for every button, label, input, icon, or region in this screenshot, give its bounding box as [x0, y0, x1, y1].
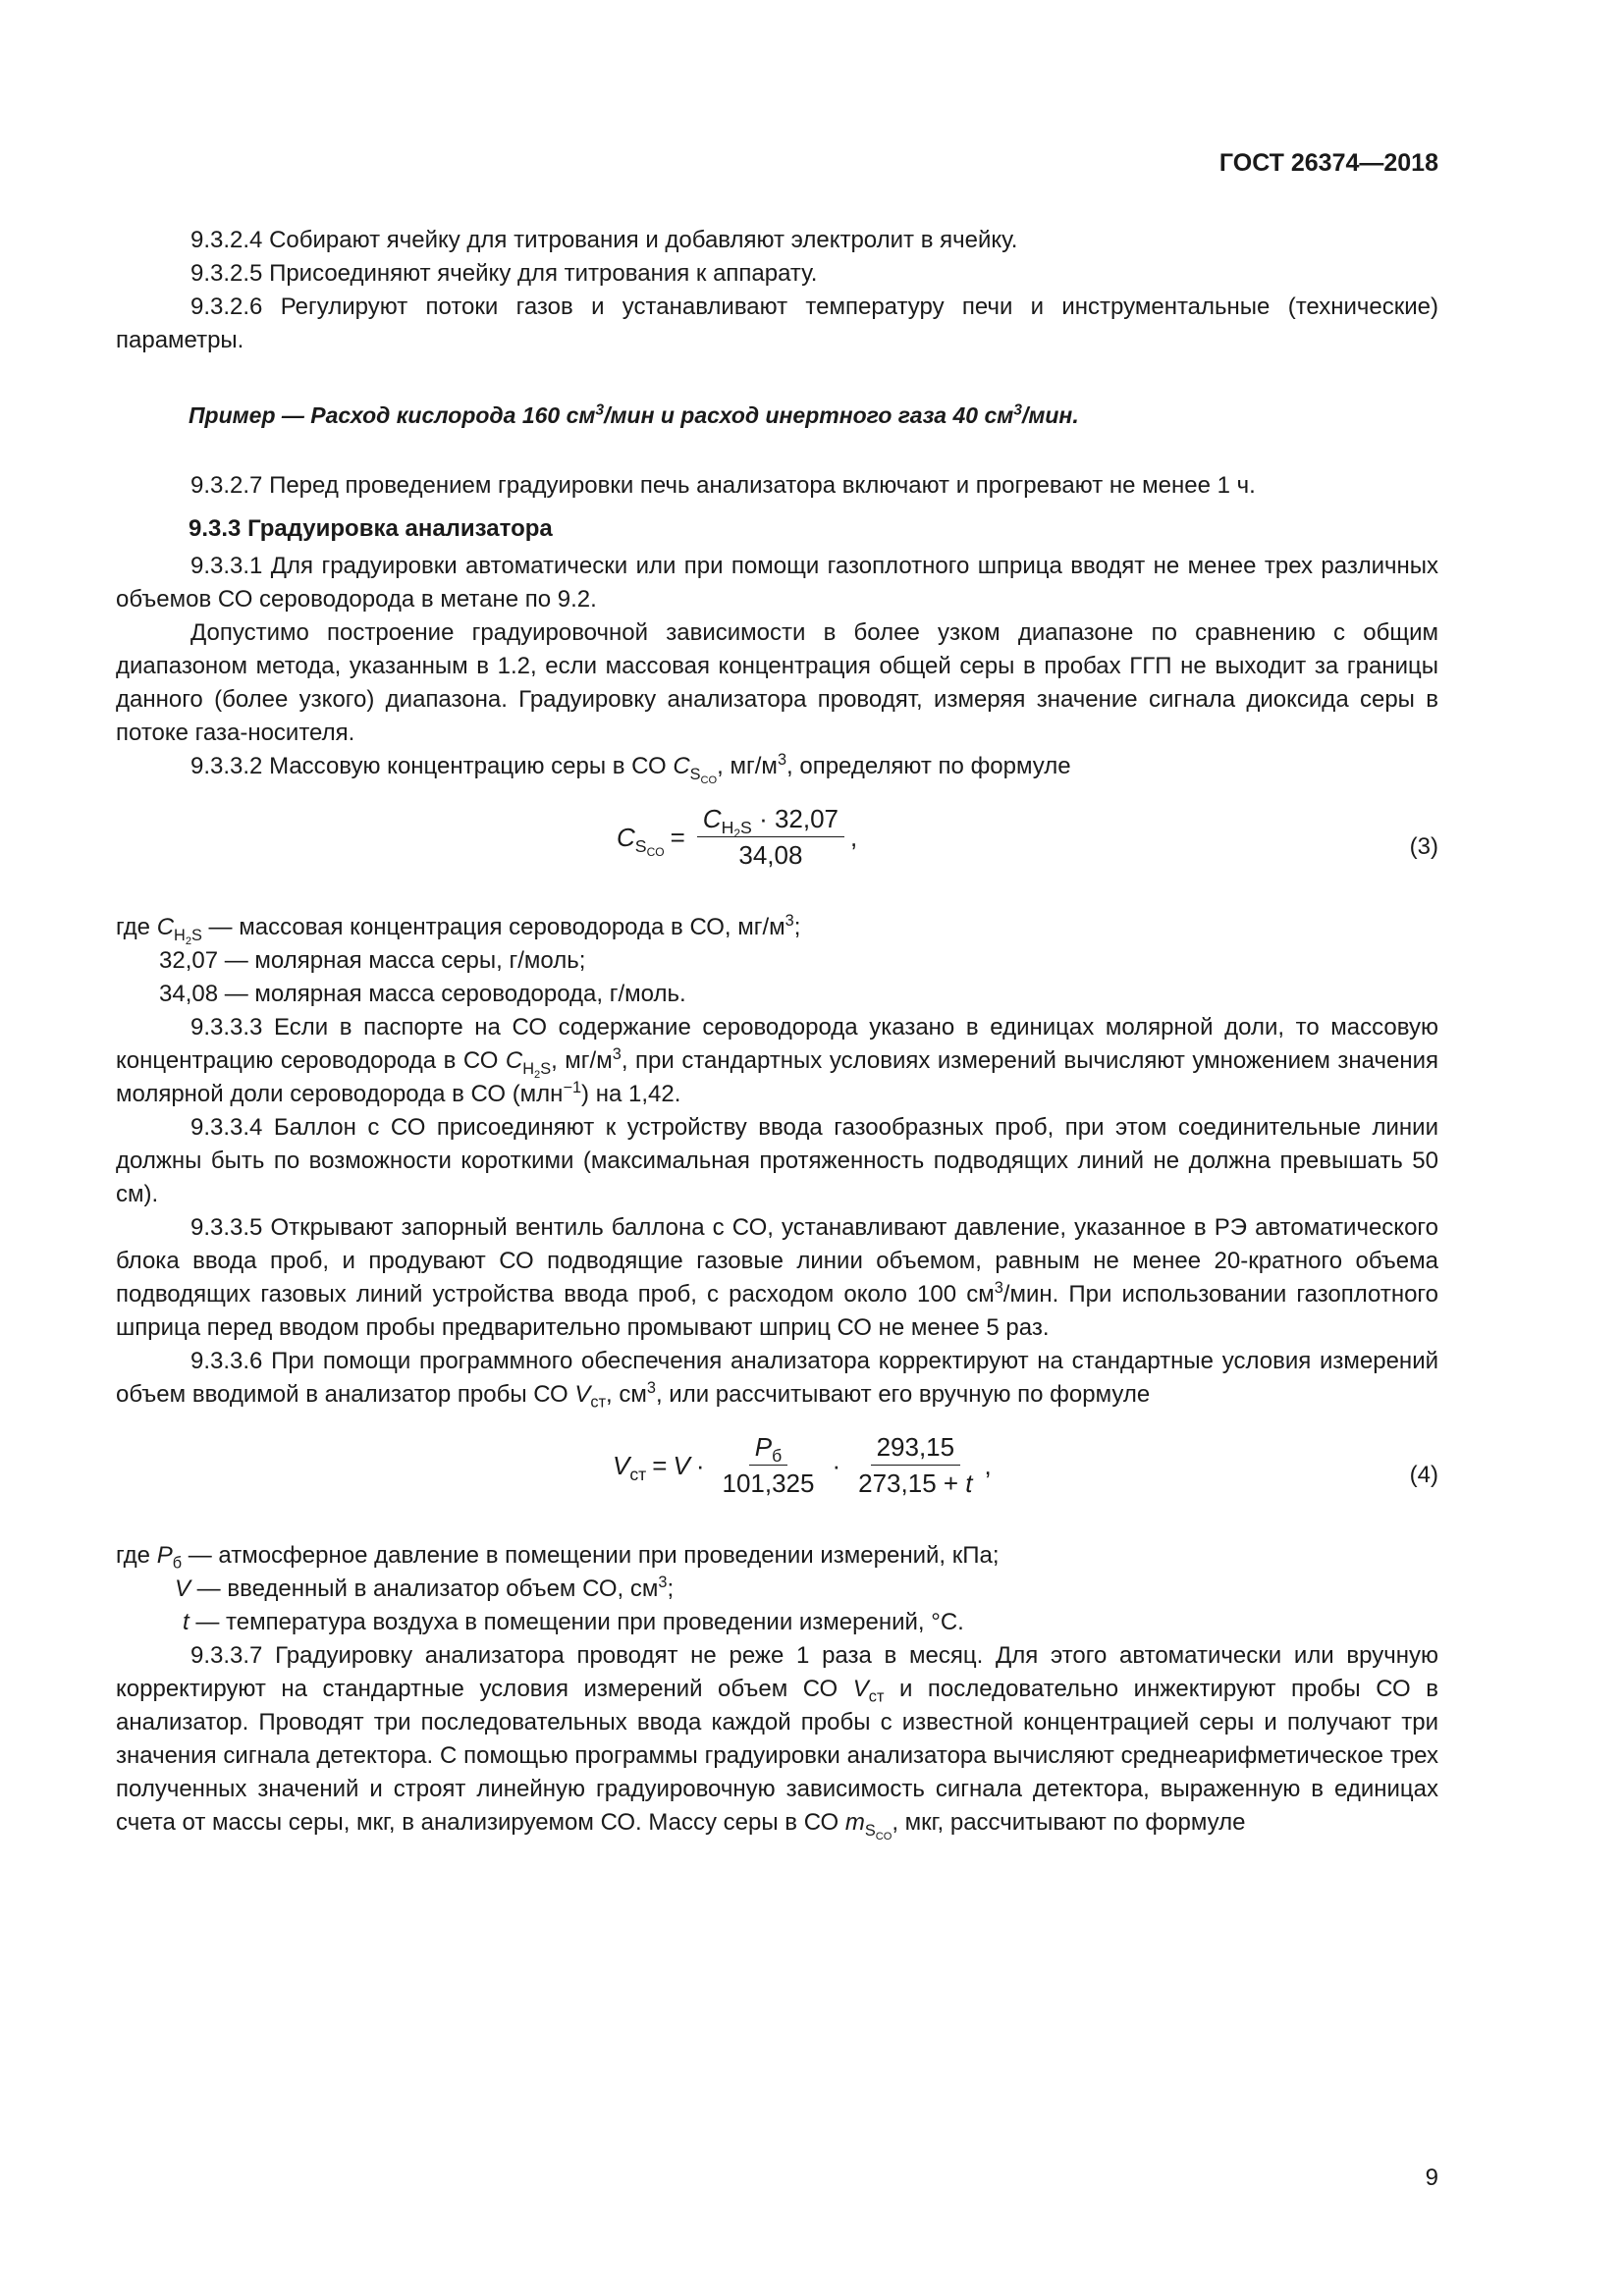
paragraph-9-3-2-6: 9.3.2.6 Регулируют потоки газов и устанавливают температуру печи и инструментальные (технические) параметры. [116, 294, 1438, 353]
document-header: ГОСТ 26374—2018 [1218, 149, 1438, 177]
example-text-1: Пример — Расход кислорода 160 см [189, 402, 596, 428]
formula-4-volume: V [673, 1450, 690, 1480]
formula-4-equals: = [652, 1450, 668, 1480]
paragraph-9-3-3-7: 9.3.3.7 Градуировку анализатора проводят не реже 1 раза в месяц. Для этого автоматически или вручную корректируют на стандартные условия измерений объем СО $V_{ст}$ и последовательно инжектируют пробы СО в анализатор. Проводят три последовательных ввода каждой пробы с известной концентрацией серы и получают три значения сигнала детектора. С помощью программы градуировки анализатора вычисляют среднеарифметическое трех полученных значений и строят линейную градуировочную зависимость сигнала детектора, выраженную в единицах счета от массы серы, мкг, в анализируемом СО. Массу серы в СО $m_{S_{CO}}$, мкг, рассчитывают по формуле [116, 1642, 1438, 1842]
legend-3-row-3: 34,08 — молярная масса сероводорода, г/моль. [159, 981, 686, 1007]
formula-4-fraction-2 [852, 1431, 978, 1499]
formula-3 [116, 783, 1438, 911]
paragraph-9-3-2-4: 9.3.2.4 Собирают ячейку для титрования и добавляют электролит в ячейку. [190, 227, 1018, 253]
paragraph-9-3-3-6: 9.3.3.6 При помощи программного обеспечения анализатора корректируют на стандартные условия измерений объем вводимой в анализатор пробы СО $V_{ст}$, $см^3$, или рассчитывают его вручную по формуле [116, 1348, 1438, 1412]
formula-4 [116, 1412, 1438, 1539]
legend-4-row-2: V — введенный в анализатор объем СО, $см^3$; [175, 1574, 675, 1602]
formula-3-legend [116, 911, 1438, 1011]
formula-3-denominator: 34,08 [738, 840, 803, 870]
formula-4-f1-denominator: 101,325 [722, 1468, 815, 1498]
example-text-2: /мин и расход инертного газа 40 см [604, 402, 1014, 428]
example-text-3: /мин. [1021, 402, 1079, 428]
section-number: 9.3.3 [189, 515, 242, 542]
section-heading [189, 512, 1438, 546]
formula-4-f2-denominator: 273,15 + t [858, 1468, 973, 1498]
paragraph-9-3-2-7: 9.3.2.7 Перед проведением градуировки печь анализатора включают и прогревают не менее 1 ч. [190, 472, 1256, 499]
legend-4-row-3: t — температура воздуха в помещении при проведении измерений, °С. [183, 1609, 964, 1635]
formula-3-fraction [697, 803, 844, 871]
legend-3-row-2: 32,07 — молярная масса серы, г/моль; [159, 947, 586, 974]
formula-3-numerator: $C_{H_2S} \cdot 32,07$ [697, 803, 844, 837]
page-number: 9 [1425, 2164, 1438, 2191]
paragraph-9-3-3-5: 9.3.3.5 Открывают запорный вентиль баллона с СО, устанавливают давление, указанное в РЭ автоматического блока ввода проб, и продувают СО подводящие газовые линии объемом, равным не менее 20-кратного объема подводящих газовых линий устройства ввода проб, с расходом около 100 $см^3$/мин. При использовании газоплотного шприца перед вводом пробы предварительно промывают шприц СО не менее 5 раз. [116, 1214, 1438, 1341]
formula-4-expression: $V_{ст}$ = V · $\frac{P_б}{101,325}$ · $\frac{293,15}{273,15 + t}$ , [613, 1432, 992, 1498]
formula-3-expression: $C_{S_{CO}}$ = $\frac{C_{H_2S} \cdot 32,07}{34,08}$ , [617, 804, 858, 870]
formula-3-lhs: $C_{S_{CO}}$ [617, 822, 665, 859]
legend-3-row-1: где $C_{H_2S}$ — массовая концентрация сероводорода в СО, $мг/м^3$; [116, 912, 801, 947]
formula-4-f2-numerator: 293,15 [871, 1431, 961, 1466]
section-title: Градуировка анализатора [247, 515, 553, 542]
example-note: Пример — Расход кислорода 160 $см^3$/мин и расход инертного газа 40 $см^3$/мин. [189, 401, 1079, 428]
paragraph-9-3-3-3: 9.3.3.3 Если в паспорте на СО содержание сероводорода указано в единицах молярной доли, то массовую концентрацию сероводорода в СО $C_{H_2S}$, $мг/м^3$, при стандартных условиях измерений вычисляют умножением значения молярной доли сероводорода в СО (млн$^{-1}$) на 1,42. [116, 1014, 1438, 1107]
formula-4-legend [116, 1539, 1438, 1639]
paragraph-9-3-2-5: 9.3.2.5 Присоединяют ячейку для титрования к аппарату. [190, 260, 818, 287]
paragraph-9-3-3-4: 9.3.3.4 Баллон с СО присоединяют к устройству ввода газообразных проб, при этом соединительные линии должны быть по возможности короткими (максимальная протяженность подводящих линий не должна превышать 50 см). [116, 1114, 1438, 1207]
paragraph-9-3-3-2: 9.3.3.2 Массовую концентрацию серы в СО $C_{S_{CO}}$, $мг/м^3$, определяют по формуле [190, 751, 1071, 786]
formula-3-number: (3) [1409, 833, 1438, 860]
formula-4-lhs: $V_{ст}$ [613, 1450, 647, 1484]
formula-3-equals: = [670, 822, 685, 852]
formula-4-number: (4) [1409, 1462, 1438, 1488]
paragraph-9-3-3-1: 9.3.3.1 Для градуировки автоматически или при помощи газоплотного шприца вводят не менее трех различных объемов СО сероводорода в метане по 9.2. [116, 553, 1438, 613]
document-body [116, 224, 1438, 1840]
legend-4-row-1: где $P_б$ — атмосферное давление в помещении при проведении измерений, кПа; [116, 1542, 1000, 1573]
formula-4-f1-numerator: $P_б$ [749, 1431, 787, 1466]
formula-4-fraction-1 [716, 1431, 820, 1499]
paragraph-range: Допустимо построение градуировочной зависимости в более узком диапазоне по сравнению с общим диапазоном метода, указанным в 1.2, если массовая концентрация общей серы в пробах ГГП не выходит за границы данного (более узкого) диапазона. Градуировку анализатора проводят, измеряя значение сигнала диоксида серы в потоке газа-носителя. [116, 619, 1438, 746]
